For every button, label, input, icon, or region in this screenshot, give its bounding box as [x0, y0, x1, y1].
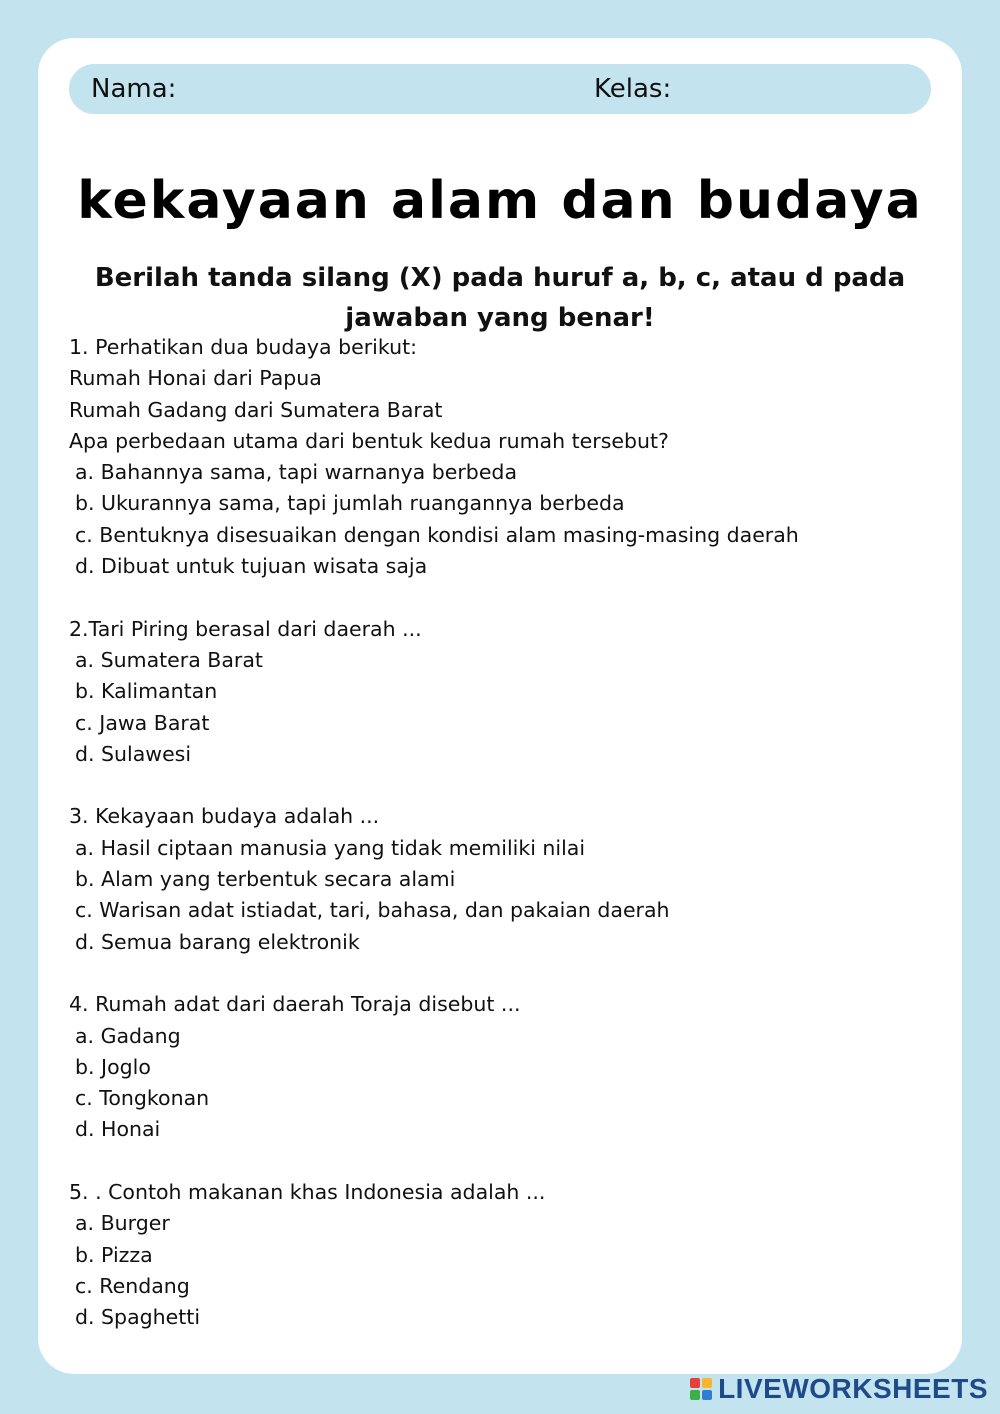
instruction-text: Berilah tanda silang (X) pada huruf a, b, c, atau d pada jawaban yang benar!	[94, 263, 906, 333]
answer-option-d[interactable]: d. Sulawesi	[75, 741, 192, 766]
question-text: 1. Perhatikan dua budaya berikut:	[69, 335, 418, 359]
liveworksheets-logo-icon	[690, 1378, 712, 1400]
answer-option-a[interactable]: a. Hasil ciptaan manusia yang tidak memiliki nilai	[75, 835, 586, 860]
question-text: Apa perbedaan utama dari bentuk kedua rumah tersebut?	[69, 428, 669, 453]
answer-option-c[interactable]: c. Warisan adat istiadat, tari, bahasa, dan pakaian daerah	[75, 898, 670, 923]
question-2	[69, 614, 939, 770]
answer-option-d[interactable]: d. Dibuat untuk tujuan wisata saja	[75, 554, 428, 579]
liveworksheets-brand: LIVEWORKSHEETS	[718, 1373, 988, 1404]
worksheet-card	[38, 38, 962, 1374]
answer-option-a[interactable]: a. Bahannya sama, tapi warnanya berbeda	[75, 460, 518, 485]
answer-option-c[interactable]: c. Jawa Barat	[75, 710, 210, 735]
name-label: Nama:	[91, 74, 177, 104]
question-text: 5. . Contoh makanan khas Indonesia adalah ...	[69, 1180, 546, 1205]
worksheet-title: kekayaan alam dan budaya	[77, 171, 923, 231]
question-text: 2.Tari Piring berasal dari daerah ...	[69, 616, 422, 641]
question-text: 4. Rumah adat dari daerah Toraja disebut ...	[69, 992, 521, 1017]
student-info-bar	[69, 64, 931, 114]
question-text: Rumah Honai dari Papua	[69, 366, 322, 391]
liveworksheets-watermark	[690, 1372, 988, 1406]
answer-option-b[interactable]: b. Alam yang terbentuk secara alami	[75, 867, 456, 892]
answer-option-b[interactable]: b. Joglo	[75, 1054, 151, 1079]
logo-square	[702, 1390, 712, 1400]
answer-option-a[interactable]: a. Gadang	[75, 1023, 181, 1048]
question-3	[69, 801, 939, 957]
answer-option-d[interactable]: d. Semua barang elektronik	[75, 929, 360, 954]
answer-option-b[interactable]: b. Kalimantan	[75, 679, 218, 704]
logo-square	[690, 1378, 700, 1388]
answer-option-c[interactable]: c. Tongkonan	[75, 1086, 210, 1111]
answer-option-d[interactable]: d. Spaghetti	[75, 1305, 201, 1330]
question-1	[69, 332, 939, 582]
answer-option-a[interactable]: a. Burger	[75, 1211, 170, 1236]
class-label: Kelas:	[594, 74, 672, 104]
question-list	[69, 332, 939, 1365]
logo-square	[690, 1390, 700, 1400]
answer-option-b[interactable]: b. Ukurannya sama, tapi jumlah ruangannya berbeda	[75, 491, 625, 516]
question-text: 3. Kekayaan budaya adalah ...	[69, 804, 380, 829]
question-4	[69, 989, 939, 1145]
question-text: Rumah Gadang dari Sumatera Barat	[69, 397, 443, 422]
answer-option-a[interactable]: a. Sumatera Barat	[75, 647, 263, 672]
logo-square	[702, 1378, 712, 1388]
answer-option-d[interactable]: d. Honai	[75, 1117, 161, 1142]
answer-option-b[interactable]: b. Pizza	[75, 1242, 153, 1267]
answer-option-c[interactable]: c. Bentuknya disesuaikan dengan kondisi alam masing-masing daerah	[75, 522, 799, 547]
question-5	[69, 1177, 939, 1333]
answer-option-c[interactable]: c. Rendang	[75, 1273, 190, 1298]
